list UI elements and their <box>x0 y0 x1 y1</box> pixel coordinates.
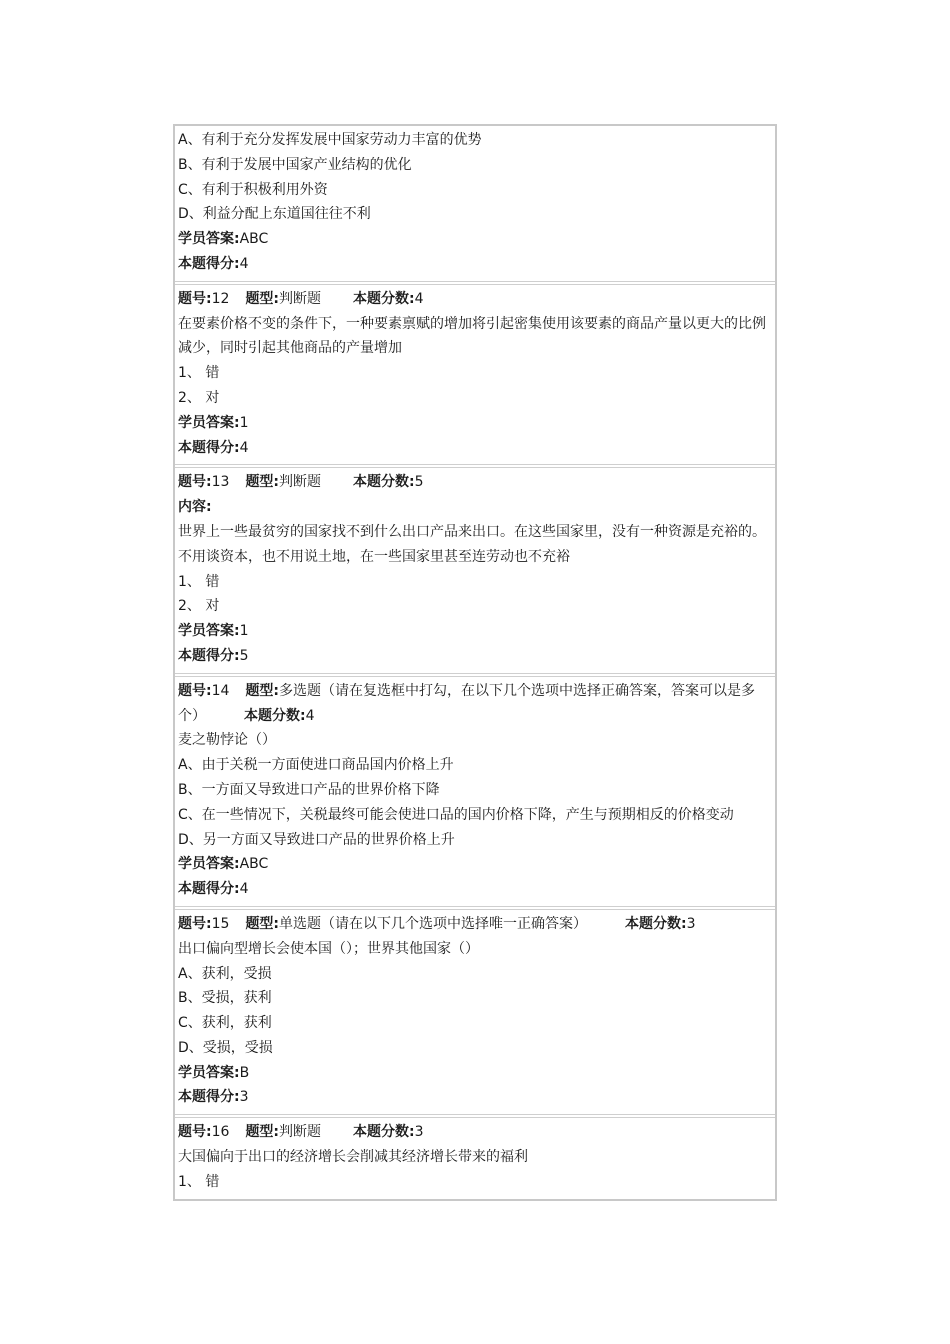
question-header <box>178 470 775 495</box>
option-a: A、有利于充分发挥发展中国家劳动力丰富的优势 <box>178 132 482 148</box>
question-points: 3 <box>414 1124 424 1141</box>
question-12 <box>175 281 775 465</box>
question-number: 16 <box>211 1124 230 1141</box>
option-d: D、受损，受损 <box>178 1039 273 1056</box>
question-number: 13 <box>211 474 230 491</box>
question-score-label: 本题得分: <box>178 1089 240 1106</box>
question-number-label: 题号: <box>178 1124 212 1141</box>
question-score <box>178 877 775 902</box>
question-stem: 出口偏向型增长会使本国（）；世界其他国家（） <box>178 940 479 957</box>
question-stem: 在要素价格不变的条件下，一种要素禀赋的增加将引起密集使用该要素的商品产量以更大的比例减少，同时引起其他商品的产量增加 <box>178 315 766 357</box>
question-points-label: 本题分数: <box>353 1124 415 1141</box>
question-type-label: 题型: <box>245 474 280 491</box>
student-answer-label: 学员答案: <box>178 414 240 431</box>
question-type-label: 题型: <box>245 290 280 307</box>
question-score-label: 本题得分: <box>178 439 240 456</box>
question-points-label: 本题分数: <box>353 290 415 307</box>
option-1: 1、 错 <box>178 573 220 590</box>
option-2: 2、 对 <box>178 389 220 406</box>
question-type: 判断题 <box>279 474 322 491</box>
student-answer <box>178 852 775 877</box>
question-header <box>178 287 775 312</box>
question-list <box>173 124 777 1201</box>
option-a: A、获利，受损 <box>178 965 272 982</box>
question-stem: 世界上一些最贫穷的国家找不到什么出口产品来出口。在这些国家里，没有一种资源是充裕的。不用谈资本，也不用说土地，在一些国家里甚至连劳动也不充裕 <box>178 523 766 565</box>
question-type: 判断题 <box>279 1124 322 1141</box>
option-b: B、一方面又导致进口产品的世界价格下降 <box>178 781 440 798</box>
option-d: D、另一方面又导致进口产品的世界价格上升 <box>178 831 455 848</box>
option-b: B、受损，获利 <box>178 990 272 1007</box>
question-type: 单选题（请在以下几个选项中选择唯一正确答案） <box>279 915 588 932</box>
student-answer <box>178 411 775 436</box>
student-answer <box>178 227 775 252</box>
question-type: 多选题（请在复选框中打勾，在以下几个选项中选择正确答案，答案可以是多个） <box>178 682 756 724</box>
question-points: 5 <box>414 474 424 491</box>
question-score <box>178 252 775 277</box>
content-label: 内容: <box>178 499 212 516</box>
option-1: 1、 错 <box>178 365 220 382</box>
option-c: C、获利，获利 <box>178 1015 272 1032</box>
question-number-label: 题号: <box>178 474 212 491</box>
question-score-value: 3 <box>239 1089 249 1106</box>
question-score-value: 4 <box>239 439 249 456</box>
question-score <box>178 644 775 669</box>
student-answer-value: B <box>239 1064 250 1081</box>
question-number-label: 题号: <box>178 682 212 699</box>
question-stem: 麦之勒悖论（） <box>178 732 276 749</box>
question-type-label: 题型: <box>245 915 280 932</box>
question-number-label: 题号: <box>178 915 212 932</box>
question-score-value: 4 <box>239 881 249 898</box>
option-c: C、有利于积极利用外资 <box>178 181 328 198</box>
option-1: 1、 错 <box>178 1173 220 1190</box>
question-score-label: 本题得分: <box>178 647 240 664</box>
question-number: 15 <box>211 915 230 932</box>
question-score <box>178 436 775 461</box>
question-score <box>178 1085 775 1110</box>
question-type-label: 题型: <box>245 1124 280 1141</box>
question-15 <box>175 906 775 1114</box>
question-points: 3 <box>686 915 696 932</box>
question-header <box>178 679 775 729</box>
student-answer <box>178 619 775 644</box>
option-d: D、利益分配上东道国往往不利 <box>178 206 371 223</box>
question-11 <box>175 126 775 281</box>
question-score-value: 5 <box>239 647 249 664</box>
question-points-label: 本题分数: <box>244 707 306 724</box>
option-2: 2、 对 <box>178 598 220 615</box>
question-points-label: 本题分数: <box>353 474 415 491</box>
question-13 <box>175 464 775 672</box>
student-answer-label: 学员答案: <box>178 623 240 640</box>
question-score-value: 4 <box>239 255 249 272</box>
student-answer-value: 1 <box>239 623 249 640</box>
question-type-label: 题型: <box>245 682 280 699</box>
question-score-label: 本题得分: <box>178 881 240 898</box>
question-points: 4 <box>305 707 315 724</box>
question-14 <box>175 673 775 906</box>
question-type: 判断题 <box>279 290 322 307</box>
question-number-label: 题号: <box>178 290 212 307</box>
student-answer-label: 学员答案: <box>178 1064 240 1081</box>
student-answer-label: 学员答案: <box>178 231 240 248</box>
student-answer-value: ABC <box>239 231 269 248</box>
question-header <box>178 912 775 937</box>
question-number: 14 <box>211 682 230 699</box>
option-a: A、由于关税一方面使进口商品国内价格上升 <box>178 757 454 774</box>
question-16 <box>175 1114 775 1198</box>
question-score-label: 本题得分: <box>178 255 240 272</box>
question-points: 4 <box>414 290 424 307</box>
question-stem: 大国偏向于出口的经济增长会削减其经济增长带来的福利 <box>178 1149 528 1166</box>
student-answer-value: ABC <box>239 856 269 873</box>
student-answer-value: 1 <box>239 414 249 431</box>
question-number: 12 <box>211 290 230 307</box>
option-b: B、有利于发展中国家产业结构的优化 <box>178 156 412 173</box>
student-answer-label: 学员答案: <box>178 856 240 873</box>
option-c: C、在一些情况下，关税最终可能会使进口品的国内价格下降，产生与预期相反的价格变动 <box>178 806 734 823</box>
question-header <box>178 1120 775 1145</box>
student-answer <box>178 1061 775 1086</box>
question-points-label: 本题分数: <box>625 915 687 932</box>
